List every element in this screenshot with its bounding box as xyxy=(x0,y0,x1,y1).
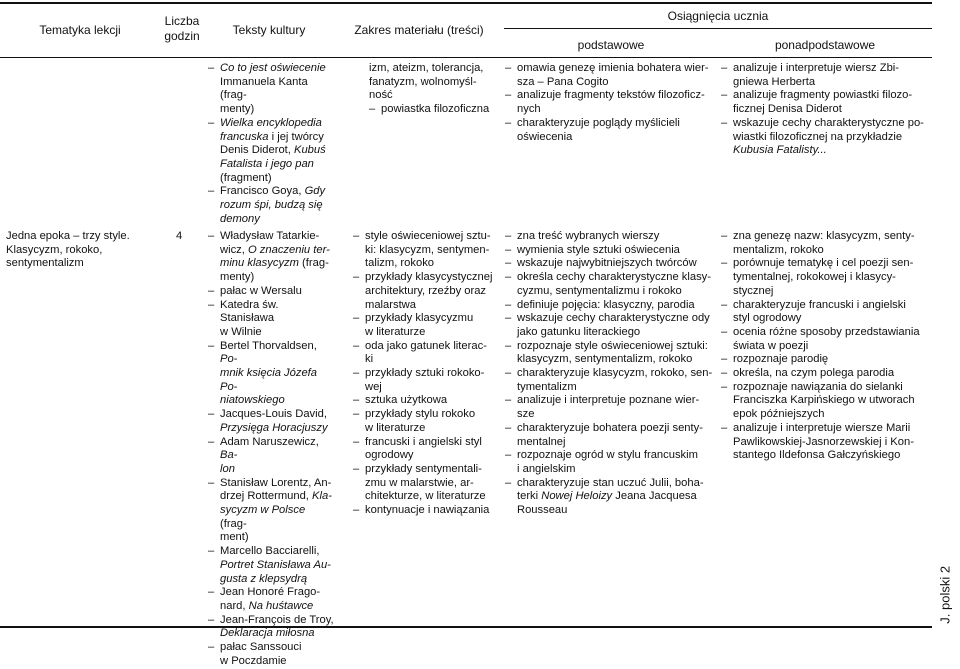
texts-line: Deklaracja miłosna xyxy=(220,627,315,640)
texts-line: ment) xyxy=(220,531,249,544)
row2-advanced xyxy=(721,230,933,463)
row1-content xyxy=(369,62,509,117)
advanced-line: – charakteryzuje francuski i angielski xyxy=(721,299,933,313)
header-texts: Teksty kultury xyxy=(232,23,306,37)
texts-line: – Marcello Bacciarelli, xyxy=(208,545,334,559)
texts-line: mnik księcia Józefa Po- xyxy=(220,367,317,393)
basic-line: – analizuje fragmenty tekstów filozoficz- xyxy=(505,89,719,103)
texts-line: rozum śpi, budzą się xyxy=(220,199,323,212)
texts-line: gusta z klepsydrą xyxy=(220,572,308,585)
texts-line: – Wielka encyklopedia xyxy=(208,117,334,131)
basic-line: – omawia genezę imienia bohatera wier- xyxy=(505,62,719,76)
content-line: malarstwa xyxy=(365,298,416,311)
texts-line: niatowskiego xyxy=(220,394,285,407)
content-line: – przykłady klasycyzmu xyxy=(353,312,503,326)
texts-line: nard, Na huśtawce xyxy=(220,599,314,612)
row1-texts xyxy=(208,62,334,226)
advanced-line: – rozpoznaje parodię xyxy=(721,353,933,367)
texts-line: minu klasycyzm (frag- xyxy=(220,257,329,270)
header-basic: podstawowe xyxy=(577,38,645,52)
texts-line: – Jacques-Louis David, xyxy=(208,408,334,422)
content-line: – przykłady klasycystycznej xyxy=(353,271,503,285)
basic-line: – wskazuje najwybitniejszych twórców xyxy=(505,257,719,271)
advanced-line: Franciszka Karpińskiego w utworach xyxy=(733,394,915,407)
content-line: wej xyxy=(365,380,382,393)
content-line: fanatyzm, wolnomyśl- xyxy=(369,75,477,88)
texts-line: – Stanisław Lorentz, An- xyxy=(208,477,334,491)
header-advanced: ponadpodstawowe xyxy=(774,38,876,52)
basic-line: – wskazuje cechy charakterystyczne ody xyxy=(505,312,719,326)
advanced-line: styl ogrodowy xyxy=(733,312,802,325)
texts-line: Portret Stanisława Au- xyxy=(220,558,331,571)
texts-line: – Bertel Thorvaldsen, Po- xyxy=(208,340,334,367)
content-line: – przykłady sztuki rokoko- xyxy=(353,367,503,381)
texts-line: Przysięga Horacjuszy xyxy=(220,421,328,434)
texts-line: – Władysław Tatarkie- xyxy=(208,230,334,244)
basic-line: sza – Pana Cogito xyxy=(517,75,609,88)
advanced-line: Pawlikowskiej-Jasnorzewskiej i Kon- xyxy=(733,435,914,448)
basic-line: – rozpoznaje ogród w stylu francuskim xyxy=(505,449,719,463)
basic-line: jako gatunku literackiego xyxy=(517,325,641,338)
header-hours-line2: godzin xyxy=(164,28,200,43)
advanced-line: stantego Ildefonsa Gałczyńskiego xyxy=(733,449,901,462)
content-line: – przykłady stylu rokoko xyxy=(353,408,503,422)
content-line: talizm, rokoko xyxy=(365,257,435,270)
advanced-line: – analizuje fragmenty powiastki filozo- xyxy=(721,89,933,103)
content-line: – sztuka użytkowa xyxy=(353,394,503,408)
advanced-line: – analizuje i interpretuje wiersze Marii xyxy=(721,422,933,436)
basic-line: oświecenia xyxy=(517,130,573,143)
topic-line: sentymentalizm xyxy=(6,257,84,270)
texts-line: – Co to jest oświecenie xyxy=(208,62,334,76)
basic-line: mentalnej xyxy=(517,435,566,448)
advanced-line: Kubusia Fatalisty... xyxy=(733,144,827,157)
basic-line: – charakteryzuje poglądy myślicieli xyxy=(505,117,719,131)
content-line: ki: klasycyzm, sentymen- xyxy=(365,243,490,256)
basic-line: – zna treść wybranych wierszy xyxy=(505,230,719,244)
achievements-rule xyxy=(504,28,932,29)
header-hours-line1: Liczba xyxy=(164,14,200,28)
content-line: w literaturze xyxy=(365,325,426,338)
content-line: w literaturze xyxy=(365,421,426,434)
basic-line: cyzmu, sentymentalizmu i rokoko xyxy=(517,284,682,297)
advanced-line: – ocenia różne sposoby przedstawiania xyxy=(721,326,933,340)
texts-line: w Wilnie xyxy=(220,325,262,338)
advanced-line: wiastki filozoficznej na przykładzie xyxy=(733,130,903,143)
row2-topic xyxy=(6,230,166,271)
texts-line: wicz, O znaczeniu ter- xyxy=(220,243,330,256)
texts-line: w Poczdamie xyxy=(220,654,287,667)
row2-basic xyxy=(505,230,719,518)
header-hours xyxy=(160,14,204,43)
basic-line: klasycyzm, sentymentalizm, rokoko xyxy=(517,353,693,366)
content-line: architektury, rzeźby oraz xyxy=(365,284,487,297)
basic-line: – analizuje i interpretuje poznane wier- xyxy=(505,394,719,408)
texts-line: francuska i jej twórcy xyxy=(220,130,324,143)
topic-line: Klasycyzm, rokoko, xyxy=(6,243,103,256)
basic-line: terki Nowej Heloizy Jeana Jacquesa xyxy=(517,490,697,503)
advanced-line: – określa, na czym polega parodia xyxy=(721,367,933,381)
content-line: – style oświeceniowej sztu- xyxy=(353,230,503,244)
texts-line: menty) xyxy=(220,103,255,116)
basic-line: – określa cechy charakterystyczne klasy- xyxy=(505,271,719,285)
texts-line: lon xyxy=(220,462,235,475)
content-line: izm, ateizm, tolerancja, xyxy=(369,62,484,74)
content-line: ki xyxy=(365,353,374,366)
content-line: – przykłady sentymentali- xyxy=(353,463,503,477)
advanced-line: świata w poezji xyxy=(733,339,809,352)
basic-line: tymentalizm xyxy=(517,380,577,393)
texts-line: – Jean Honoré Frago- xyxy=(208,586,334,600)
advanced-line: – porównuje tematykę i cel poezji sen- xyxy=(721,257,933,271)
advanced-line: – wskazuje cechy charakterystyczne po- xyxy=(721,117,933,131)
content-line: – oda jako gatunek literac- xyxy=(353,340,503,354)
advanced-line: stycznej xyxy=(733,284,774,297)
header-achievements: Osiągnięcia ucznia xyxy=(667,9,769,23)
basic-line: sze xyxy=(517,408,535,421)
advanced-line: mentalizm, rokoko xyxy=(733,243,824,256)
basic-line: – rozpoznaje style oświeceniowej sztuki: xyxy=(505,340,719,354)
advanced-line: – zna genezę nazw: klasycyzm, senty- xyxy=(721,230,933,244)
basic-line: Rousseau xyxy=(517,504,568,517)
advanced-line: ficznej Denisa Diderot xyxy=(733,103,842,116)
texts-line: Fatalista i jego pan xyxy=(220,157,314,170)
texts-line: Denis Diderot, Kubuś xyxy=(220,144,326,157)
top-rule xyxy=(0,2,932,4)
basic-line: – charakteryzuje stan uczuć Julii, boha- xyxy=(505,477,719,491)
row2-content xyxy=(353,230,503,518)
content-line: chitekturze, w literaturze xyxy=(365,490,486,503)
texts-line: – pałac w Wersalu xyxy=(208,285,334,299)
row2-hours: 4 xyxy=(176,230,183,242)
advanced-line: tymentalnej, rokokowej i klasycy- xyxy=(733,271,896,284)
bottom-rule xyxy=(0,626,932,628)
texts-line: demony xyxy=(220,212,260,225)
side-label-text: J. polski 2 xyxy=(937,566,953,624)
advanced-line: gniewa Herberta xyxy=(733,75,816,88)
texts-line: menty) xyxy=(220,271,255,284)
content-line: ogrodowy xyxy=(365,449,414,462)
texts-line: sycyzm w Polsce (frag- xyxy=(220,504,306,530)
basic-line: – charakteryzuje klasycyzm, rokoko, sen- xyxy=(505,367,719,381)
content-line: – francuski i angielski styl xyxy=(353,436,503,450)
content-line: – kontynuacje i nawiązania xyxy=(353,504,503,518)
texts-line: drzej Rottermund, Kla- xyxy=(220,490,332,503)
texts-line: – Francisco Goya, Gdy xyxy=(208,185,334,199)
content-line: – powiastka filozoficzna xyxy=(369,103,509,117)
row1-basic xyxy=(505,62,719,144)
content-line: zmu w malarstwie, ar- xyxy=(365,476,474,489)
texts-line: (fragment) xyxy=(220,171,272,184)
texts-line: – Katedra św. Stanisława xyxy=(208,299,334,326)
basic-line: i angielskim xyxy=(517,462,576,475)
header-bottom-rule xyxy=(0,57,932,58)
header-topic: Tematyka lekcji xyxy=(39,23,121,37)
header-content: Zakres materiału (treści) xyxy=(354,23,484,37)
basic-line: – definiuje pojęcia: klasyczny, parodia xyxy=(505,299,719,313)
row2-texts xyxy=(208,230,334,669)
advanced-line: – rozpoznaje nawiązania do sielanki xyxy=(721,381,933,395)
basic-line: nych xyxy=(517,103,541,116)
topic-line: Jedna epoka – trzy style. xyxy=(6,230,130,242)
basic-line: – charakteryzuje bohatera poezji senty- xyxy=(505,422,719,436)
texts-line: – Adam Naruszewicz, Ba- xyxy=(208,436,334,463)
table-header xyxy=(0,0,932,58)
content-line: ność xyxy=(369,89,393,102)
row1-advanced xyxy=(721,62,933,158)
advanced-line: – analizuje i interpretuje wiersz Zbi- xyxy=(721,62,933,76)
texts-line: – pałac Sanssouci xyxy=(208,641,334,655)
texts-line: Immanuela Kanta (frag- xyxy=(220,75,308,102)
advanced-line: epok późniejszych xyxy=(733,408,825,421)
basic-line: – wymienia style sztuki oświecenia xyxy=(505,244,719,258)
side-label xyxy=(938,564,954,624)
texts-line: – Jean-François de Troy, xyxy=(208,614,334,628)
